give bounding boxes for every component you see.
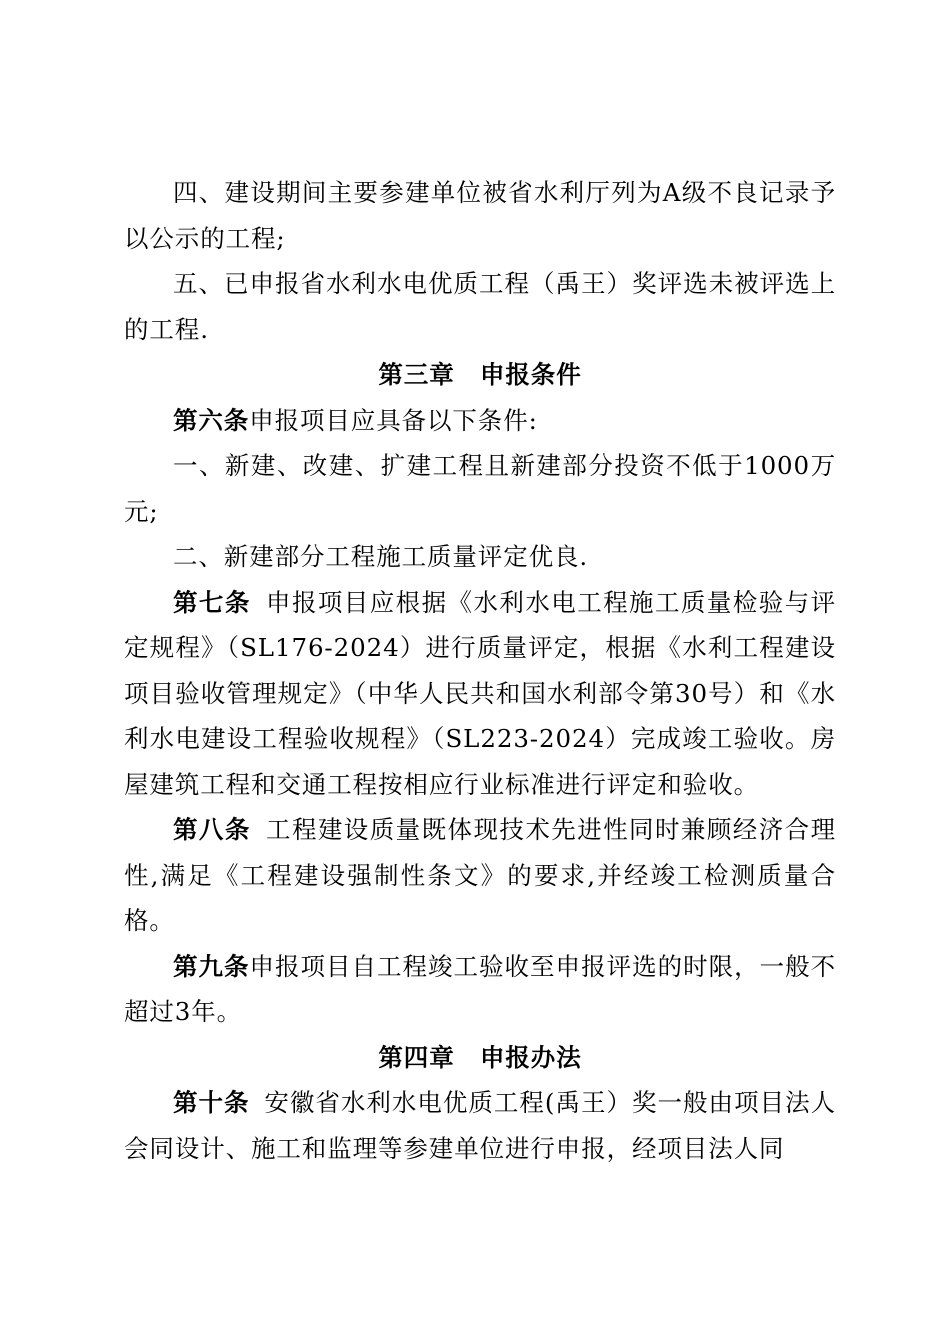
chapter-4-heading: 第四章 申报办法 — [378, 1042, 582, 1072]
paragraph-item-4: 四、建设期间主要参建单位被省水利厅列为A级不良记录予以公示的工程; — [124, 178, 836, 253]
article-7-text: 申报项目应根据《水利水电工程施工质量检验与评定规程》（SL176-2024）进行质量评定，根据《水利工程建设项目验收管理规定》（中华人民共和国水利部令第30号）和《水利水电建设工程验收规程》（SL223-2024）完成竣工验收。房屋建筑工程和交通工程按相应行业标准进行评定和验收。 — [124, 587, 836, 799]
article-9 — [124, 944, 836, 1035]
article-6 — [124, 398, 836, 444]
article-7 — [124, 580, 836, 808]
article-9-label: 第九条 — [173, 951, 250, 981]
article-10 — [124, 1080, 836, 1171]
article-6-label: 第六条 — [173, 405, 250, 435]
article-8-text: 工程建设质量既体现技术先进性同时兼顾经济合理性,满足《工程建设强制性条文》的要求,并经竣工检测质量合格。 — [124, 815, 836, 935]
article-10-text: 安徽省水利水电优质工程(禹王）奖一般由项目法人会同设计、施工和监理等参建单位进行申报，经项目法人同 — [124, 1088, 836, 1163]
document-body — [124, 170, 836, 1171]
condition-item-2: 二、新建部分工程施工质量评定优良. — [173, 542, 589, 571]
article-8 — [124, 807, 836, 944]
article-10-label: 第十条 — [173, 1088, 250, 1117]
article-6-text: 申报项目应具备以下条件: — [249, 405, 538, 435]
condition-item-1: 一、新建、改建、扩建工程且新建部分投资不低于1000万元; — [124, 451, 836, 526]
chapter-3-heading: 第三章 申报条件 — [378, 360, 582, 389]
article-8-label: 第八条 — [173, 815, 251, 844]
paragraph-item-5: 五、已申报省水利水电优质工程（禹王）奖评选未被评选上的工程. — [124, 269, 836, 344]
article-7-label: 第七条 — [173, 587, 251, 617]
article-9-text: 申报项目自工程竣工验收至申报评选的时限，一般不超过3年。 — [124, 951, 836, 1026]
